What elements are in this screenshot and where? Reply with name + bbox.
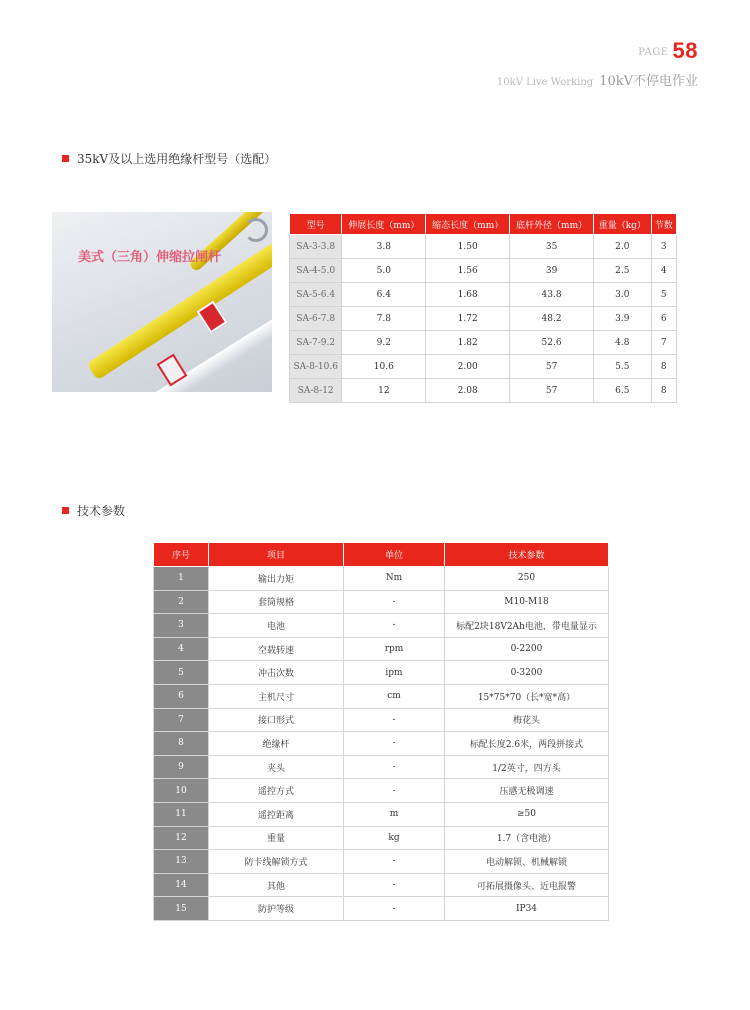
table-cell: 其他 [209, 873, 344, 897]
table-cell: 接口形式 [209, 708, 344, 732]
col-header: 重量（kg） [594, 214, 652, 235]
model-table-row [290, 379, 677, 403]
table-cell: - [344, 755, 445, 779]
page-label: PAGE [638, 47, 669, 58]
table-cell: 0-2200 [445, 637, 609, 661]
table-cell: - [344, 732, 445, 756]
table-cell: SA-8-10.6 [290, 355, 342, 379]
table-cell: 压感无极调速 [445, 779, 609, 803]
spec-table-row [154, 590, 609, 614]
spec-table-row [154, 755, 609, 779]
table-cell: 5.5 [594, 355, 652, 379]
table-cell: 6 [154, 684, 209, 708]
table-cell: 夹头 [209, 755, 344, 779]
table-cell: 电池 [209, 614, 344, 638]
table-cell: 10 [154, 779, 209, 803]
table-cell: 57 [510, 355, 594, 379]
table-cell: 3 [651, 235, 676, 259]
table-cell: 1.68 [426, 283, 510, 307]
spec-table-row [154, 684, 609, 708]
table-cell: 套筒规格 [209, 590, 344, 614]
spec-table-row [154, 873, 609, 897]
product-photo [52, 212, 272, 392]
model-table-row [290, 355, 677, 379]
table-cell: 主机尺寸 [209, 684, 344, 708]
product-photo-label: 美式（三角）伸缩拉闸杆 [78, 250, 222, 265]
table-cell: 9 [154, 755, 209, 779]
table-cell: 7 [651, 331, 676, 355]
table-cell: 7 [154, 708, 209, 732]
table-cell: SA-4-5.0 [290, 259, 342, 283]
section1-title: 35kV及以上选用绝缘杆型号（选配） [77, 152, 277, 166]
table-cell: SA-5-6.4 [290, 283, 342, 307]
table-cell: ipm [344, 661, 445, 685]
section2-title: 技术参数 [77, 504, 126, 518]
col-header: 缩态长度（mm） [426, 214, 510, 235]
table-cell: 遥控距离 [209, 802, 344, 826]
subtitle-cn: 10kV不停电作业 [599, 74, 698, 89]
page-indicator [497, 38, 698, 64]
red-square-bullet-icon [62, 155, 69, 162]
col-header: 单位 [344, 543, 445, 567]
spec-table-row [154, 637, 609, 661]
table-cell: 冲击次数 [209, 661, 344, 685]
table-cell: SA-3-3.8 [290, 235, 342, 259]
table-cell: 防护等级 [209, 897, 344, 921]
table-cell: 标配长度2.6米，两段拼接式 [445, 732, 609, 756]
col-header: 项目 [209, 543, 344, 567]
spec-table-row [154, 897, 609, 921]
table-cell: 2.5 [594, 259, 652, 283]
table-cell: 4 [651, 259, 676, 283]
table-cell: 48.2 [510, 307, 594, 331]
model-table-header [290, 214, 677, 235]
table-cell: 8 [651, 355, 676, 379]
table-cell: 5 [651, 283, 676, 307]
table-cell: - [344, 850, 445, 874]
table-cell: 输出力矩 [209, 567, 344, 591]
table-cell: 9.2 [342, 331, 426, 355]
table-cell: 2.08 [426, 379, 510, 403]
table-cell: 12 [154, 826, 209, 850]
table-cell: 15 [154, 897, 209, 921]
table-cell: 7.8 [342, 307, 426, 331]
spec-table-row [154, 826, 609, 850]
table-cell: - [344, 708, 445, 732]
spec-table-row [154, 802, 609, 826]
model-table-row [290, 235, 677, 259]
table-cell: 3.9 [594, 307, 652, 331]
red-square-bullet-icon [62, 507, 69, 514]
table-cell: 14 [154, 873, 209, 897]
table-cell: Nm [344, 567, 445, 591]
page-number: 58 [672, 38, 698, 63]
table-cell: - [344, 779, 445, 803]
spec-table-row [154, 732, 609, 756]
table-cell: cm [344, 684, 445, 708]
spec-table-row [154, 614, 609, 638]
table-cell: 13 [154, 850, 209, 874]
table-cell: SA-6-7.8 [290, 307, 342, 331]
table-cell: 8 [651, 379, 676, 403]
table-cell: 1 [154, 567, 209, 591]
table-cell: SA-7-9.2 [290, 331, 342, 355]
header-subtitle [497, 70, 698, 89]
table-cell: 1.56 [426, 259, 510, 283]
table-cell: 空载转速 [209, 637, 344, 661]
table-cell: M10-M18 [445, 590, 609, 614]
spec-table-row [154, 850, 609, 874]
table-cell: 6.5 [594, 379, 652, 403]
col-header: 伸展长度（mm） [342, 214, 426, 235]
table-cell: m [344, 802, 445, 826]
hook-icon [244, 218, 268, 242]
table-cell: 0-3200 [445, 661, 609, 685]
col-header: 型号 [290, 214, 342, 235]
table-cell: 1.50 [426, 235, 510, 259]
table-cell: 57 [510, 379, 594, 403]
table-cell: 遥控方式 [209, 779, 344, 803]
table-cell: 2.0 [594, 235, 652, 259]
model-table-row [290, 331, 677, 355]
model-table-row [290, 283, 677, 307]
spec-table-row [154, 779, 609, 803]
section2-heading [62, 502, 125, 519]
spec-table [153, 542, 609, 921]
spec-table-row [154, 661, 609, 685]
table-cell: - [344, 590, 445, 614]
table-cell: 2 [154, 590, 209, 614]
table-cell: 15*75*70（长*宽*高） [445, 684, 609, 708]
table-cell: 39 [510, 259, 594, 283]
table-cell: 4 [154, 637, 209, 661]
table-cell: - [344, 897, 445, 921]
table-cell: 12 [342, 379, 426, 403]
table-cell: 5 [154, 661, 209, 685]
col-header: 序号 [154, 543, 209, 567]
section1-heading [62, 150, 276, 167]
table-cell: 标配2块18V2Ah电池，带电量显示 [445, 614, 609, 638]
model-table-row [290, 259, 677, 283]
table-cell: 可拓展摄像头、近电报警 [445, 873, 609, 897]
col-header: 技术参数 [445, 543, 609, 567]
spec-table-row [154, 567, 609, 591]
table-cell: 11 [154, 802, 209, 826]
col-header: 底杆外径（mm） [510, 214, 594, 235]
table-cell: 43.8 [510, 283, 594, 307]
model-table-row [290, 307, 677, 331]
table-cell: 2.00 [426, 355, 510, 379]
spec-table-row [154, 708, 609, 732]
col-header: 节数 [651, 214, 676, 235]
table-cell: 电动解锁、机械解锁 [445, 850, 609, 874]
table-cell: 1.7（含电池） [445, 826, 609, 850]
subtitle-en: 10kV Live Working [496, 77, 594, 88]
table-cell: 4.8 [594, 331, 652, 355]
model-table [289, 213, 677, 403]
table-cell: 6.4 [342, 283, 426, 307]
table-cell: rpm [344, 637, 445, 661]
table-cell: 3 [154, 614, 209, 638]
table-cell: 梅花头 [445, 708, 609, 732]
table-cell: 10.6 [342, 355, 426, 379]
spec-table-header [154, 543, 609, 567]
page-header [497, 38, 698, 89]
table-cell: 6 [651, 307, 676, 331]
table-cell: 绝缘杆 [209, 732, 344, 756]
table-cell: ≥50 [445, 802, 609, 826]
table-cell: 52.6 [510, 331, 594, 355]
table-cell: 1.72 [426, 307, 510, 331]
table-cell: kg [344, 826, 445, 850]
table-cell: 1.82 [426, 331, 510, 355]
table-cell: - [344, 873, 445, 897]
table-cell: 5.0 [342, 259, 426, 283]
table-cell: SA-8-12 [290, 379, 342, 403]
table-cell: IP34 [445, 897, 609, 921]
table-cell: 3.0 [594, 283, 652, 307]
table-cell: 1/2英寸，四方头 [445, 755, 609, 779]
table-cell: 35 [510, 235, 594, 259]
table-cell: 250 [445, 567, 609, 591]
table-cell: - [344, 614, 445, 638]
table-cell: 8 [154, 732, 209, 756]
table-cell: 重量 [209, 826, 344, 850]
table-cell: 3.8 [342, 235, 426, 259]
table-cell: 防卡线解锁方式 [209, 850, 344, 874]
